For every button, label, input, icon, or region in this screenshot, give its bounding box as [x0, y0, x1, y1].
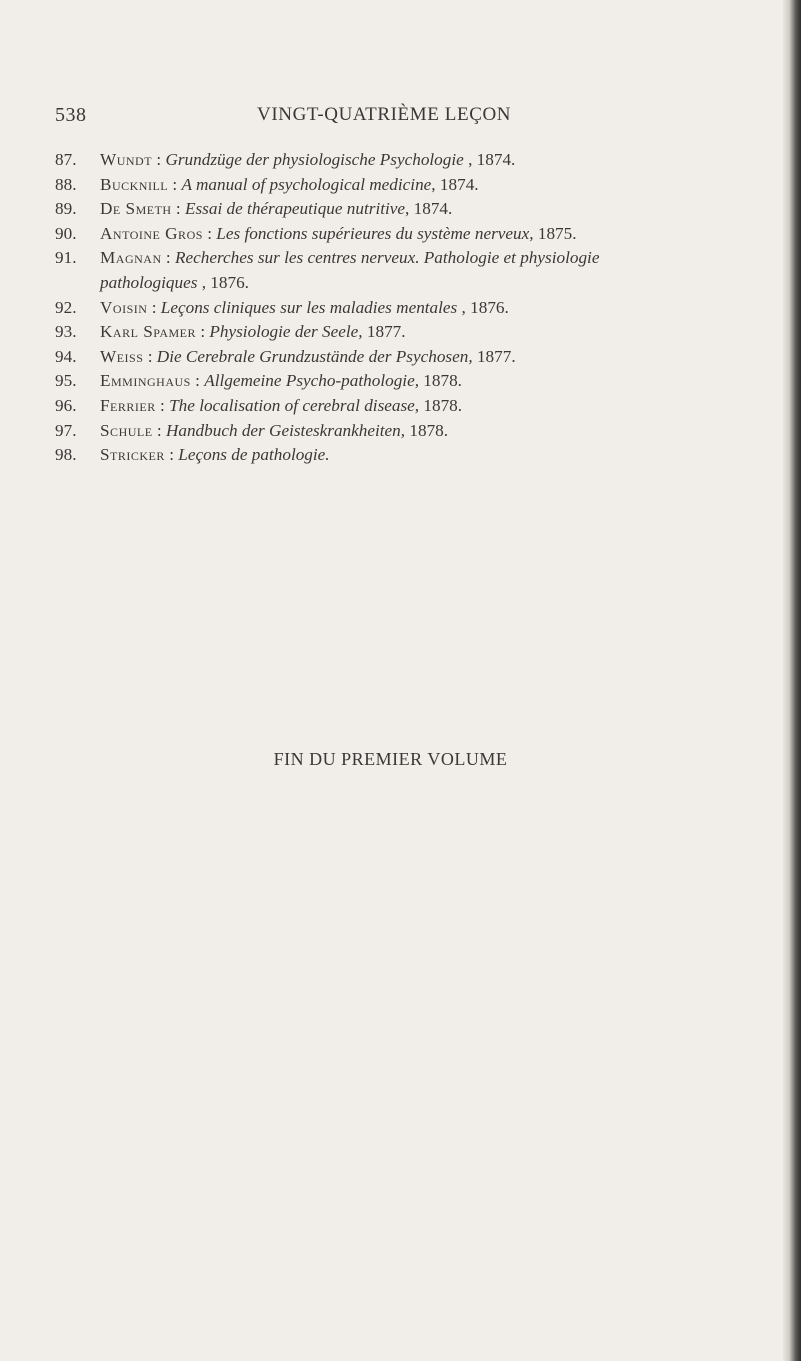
reference-year: , 1874.: [405, 199, 453, 219]
reference-number: 91.: [55, 248, 77, 268]
reference-title: Allgemeine Psycho-pathologie,: [204, 371, 419, 391]
chapter-title: VINGT-QUATRIÈME LEÇON: [257, 104, 512, 125]
reference-year: 1874.: [435, 174, 479, 194]
colophon: [0, 749, 801, 770]
reference-item: 87. Wundt : Grundzüge der physiologische Psychologie , 1874.: [55, 148, 755, 173]
reference-year: 1878.: [419, 371, 462, 391]
reference-title: Essai de thérapeutique nutritive: [184, 199, 406, 219]
reference-year: 1877.: [472, 346, 516, 366]
reference-author: Voisin: [100, 297, 148, 317]
reference-year: 1875.: [533, 223, 577, 243]
reference-year: , 1874.: [463, 150, 516, 169]
reference-title: Leçons de pathologie.: [178, 445, 330, 465]
page-number: 538: [55, 104, 87, 126]
reference-author: De Smeth: [100, 199, 172, 219]
reference-number: 88.: [55, 174, 77, 194]
colophon-text: FIN DU PREMIER VOLUME: [273, 749, 508, 769]
reference-title: Les fonctions supérieures du système nerveux,: [216, 223, 534, 243]
reference-title: Recherches sur les centres nerveux. Pathologie et physiologie: [175, 248, 600, 268]
reference-item: 98. Stricker : Leçons de pathologie.: [55, 443, 755, 468]
reference-item: 95. Emminghaus : Allgemeine Psycho-pathologie, 1878.: [55, 369, 755, 394]
reference-year: , 1878.: [414, 395, 463, 415]
running-head: [55, 104, 755, 134]
reference-item: 91. Magnan : Recherches sur les centres nerveux. Pathologie et physiologie: [55, 246, 755, 271]
reference-author: Weiss: [100, 346, 144, 366]
reference-author: Karl Spamer: [100, 322, 197, 342]
reference-title: The localisation of cerebral disease: [169, 395, 415, 415]
reference-item: 94. Weiss : Die Cerebrale Grundzustände der Psychosen, 1877.: [55, 345, 755, 370]
reference-title: Handbuch der Geisteskrankheiten,: [165, 420, 406, 440]
reference-item: 96. Ferrier : The localisation of cerebral disease, 1878.: [55, 394, 755, 419]
reference-item: 89. De Smeth : Essai de thérapeutique nutritive, 1874.: [55, 197, 755, 222]
reference-number: 95.: [55, 371, 77, 391]
reference-year: , 1876.: [457, 297, 509, 317]
reference-year: 1878.: [405, 420, 449, 440]
reference-author: Wundt: [100, 150, 153, 169]
page-edge-shadow: [783, 0, 801, 1361]
reference-title: A manual of psychological medicine,: [181, 174, 436, 194]
reference-year: 1877.: [362, 322, 406, 342]
reference-number: 90.: [55, 223, 77, 243]
reference-item: 93. Karl Spamer : Physiologie der Seele, 1877.: [55, 320, 755, 345]
reference-number: 87.: [55, 150, 77, 169]
reference-title: Die Cerebrale Grundzustände der Psychosen,: [156, 346, 473, 366]
reference-item: 92. Voisin : Leçons cliniques sur les maladies mentales , 1876.: [55, 296, 755, 321]
reference-author: Emminghaus: [100, 371, 191, 391]
reference-author: Schule: [100, 420, 153, 440]
reference-number: 89.: [55, 199, 77, 219]
reference-author: Antoine Gros: [100, 223, 203, 243]
reference-author: Bucknill: [100, 174, 169, 194]
reference-year: , 1876.: [197, 272, 249, 292]
reference-item: 90. Antoine Gros : Les fonctions supérieures du système nerveux, 1875.: [55, 222, 755, 247]
reference-number: 92.: [55, 297, 77, 317]
reference-title: Grundzüge der physiologische Psychologie: [165, 150, 464, 169]
reference-list: [55, 148, 755, 468]
reference-author: Ferrier: [100, 395, 156, 415]
reference-title: Physiologie der Seele,: [209, 322, 363, 342]
reference-item: 88. Bucknill : A manual of psychological medicine, 1874.: [55, 173, 755, 198]
reference-continuation: [55, 271, 755, 296]
reference-number: 93.: [55, 322, 77, 342]
reference-author: Stricker: [100, 445, 165, 465]
reference-item: 97. Schule : Handbuch der Geisteskrankheiten, 1878.: [55, 419, 755, 444]
reference-title-continuation: pathologiques: [100, 272, 198, 292]
reference-number: 97.: [55, 420, 77, 440]
reference-number: 98.: [55, 445, 77, 465]
reference-number: 96.: [55, 395, 77, 415]
reference-number: 94.: [55, 346, 77, 366]
reference-author: Magnan: [100, 248, 162, 268]
reference-title: Leçons cliniques sur les maladies mentales: [160, 297, 458, 317]
